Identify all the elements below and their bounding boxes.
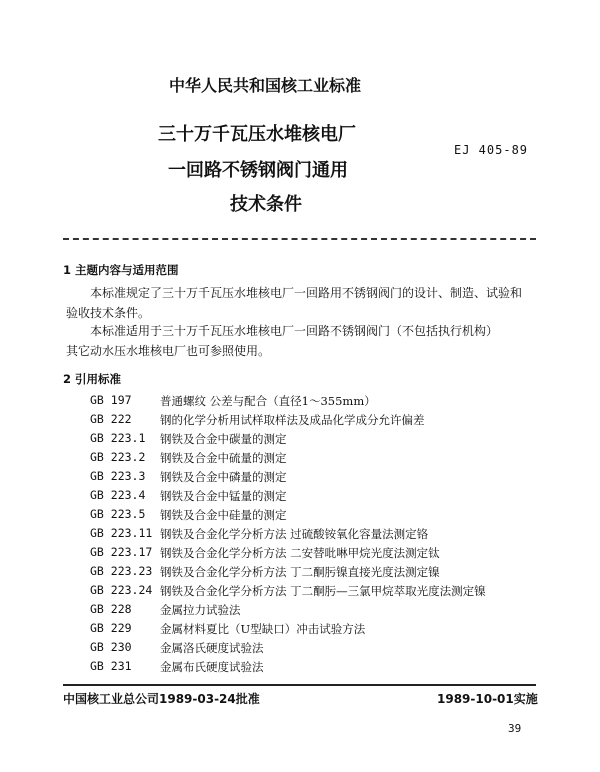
section-1-paragraph-line: 本标准规定了三十万千瓦压水堆核电厂一回路用不锈钢阀门的设计、制造、试验和 [90, 286, 523, 300]
section-1-heading: 1 主题内容与适用范围 [63, 263, 179, 277]
approval-date: 中国核工业总公司1989-03-24批准 [63, 692, 260, 706]
section-2-heading: 2 引用标准 [63, 372, 122, 386]
reference-code: GB 223.3 [90, 469, 146, 483]
standard-code: EJ 405-89 [454, 143, 529, 157]
section-1-paragraph-line: 其它动水压水堆核电厂也可参照使用。 [66, 344, 271, 358]
reference-title: 金属布氏硬度试验法 [160, 660, 264, 674]
reference-code: GB 223.11 [90, 526, 153, 540]
reference-code: GB 228 [90, 602, 132, 616]
document-title-line-1: 三十万千瓦压水堆核电厂 [158, 124, 356, 145]
reference-code: GB 197 [90, 393, 132, 407]
header-divider [63, 238, 536, 240]
reference-title: 钢的化学分析用试样取样法及成品化学成分允许偏差 [160, 413, 425, 427]
reference-title: 钢铁及合金中硫量的测定 [160, 451, 287, 465]
document-title-line-2: 一回路不锈钢阀门通用 [168, 160, 348, 181]
reference-code: GB 223.17 [90, 545, 153, 559]
standard-organization: 中华人民共和国核工业标准 [168, 76, 361, 95]
page-number: 39 [508, 722, 522, 735]
reference-code: GB 222 [90, 412, 132, 426]
reference-code: GB 223.23 [90, 564, 153, 578]
document-title-line-3: 技术条件 [230, 194, 302, 215]
reference-code: GB 223.24 [90, 583, 153, 597]
reference-title: 金属洛氏硬度试验法 [160, 641, 264, 655]
reference-code: GB 229 [90, 621, 132, 635]
reference-title: 钢铁及合金化学分析方法 过硫酸铵氧化容量法测定铬 [160, 527, 429, 541]
reference-title: 普通螺纹 公差与配合（直径1～355mm） [160, 394, 376, 408]
reference-title: 钢铁及合金化学分析方法 二安替吡啉甲烷光度法测定钛 [160, 546, 440, 560]
reference-title: 金属拉力试验法 [160, 603, 241, 617]
reference-title: 钢铁及合金中锰量的测定 [160, 489, 287, 503]
reference-code: GB 223.5 [90, 507, 146, 521]
reference-code: GB 223.2 [90, 450, 146, 464]
implementation-date: 1989-10-01实施 [437, 692, 538, 706]
section-1-paragraph-line: 本标准适用于三十万千瓦压水堆核电厂一回路不锈钢阀门（不包括执行机构） [90, 324, 499, 338]
reference-title: 钢铁及合金中碳量的测定 [160, 432, 287, 446]
reference-code: GB 223.4 [90, 488, 146, 502]
section-1-paragraph-line: 验收技术条件。 [66, 306, 151, 320]
reference-title: 钢铁及合金中磷量的测定 [160, 470, 287, 484]
reference-code: GB 223.1 [90, 431, 146, 445]
reference-code: GB 230 [90, 640, 132, 654]
footer-divider [63, 684, 536, 686]
reference-title: 钢铁及合金化学分析方法 丁二酮肟—三氯甲烷萃取光度法测定镍 [160, 584, 486, 598]
reference-title: 金属材料夏比（U型缺口）冲击试验方法 [160, 622, 366, 636]
reference-code: GB 231 [90, 659, 132, 673]
reference-title: 钢铁及合金化学分析方法 丁二酮肟镍直接光度法测定镍 [160, 565, 440, 579]
reference-title: 钢铁及合金中硅量的测定 [160, 508, 287, 522]
